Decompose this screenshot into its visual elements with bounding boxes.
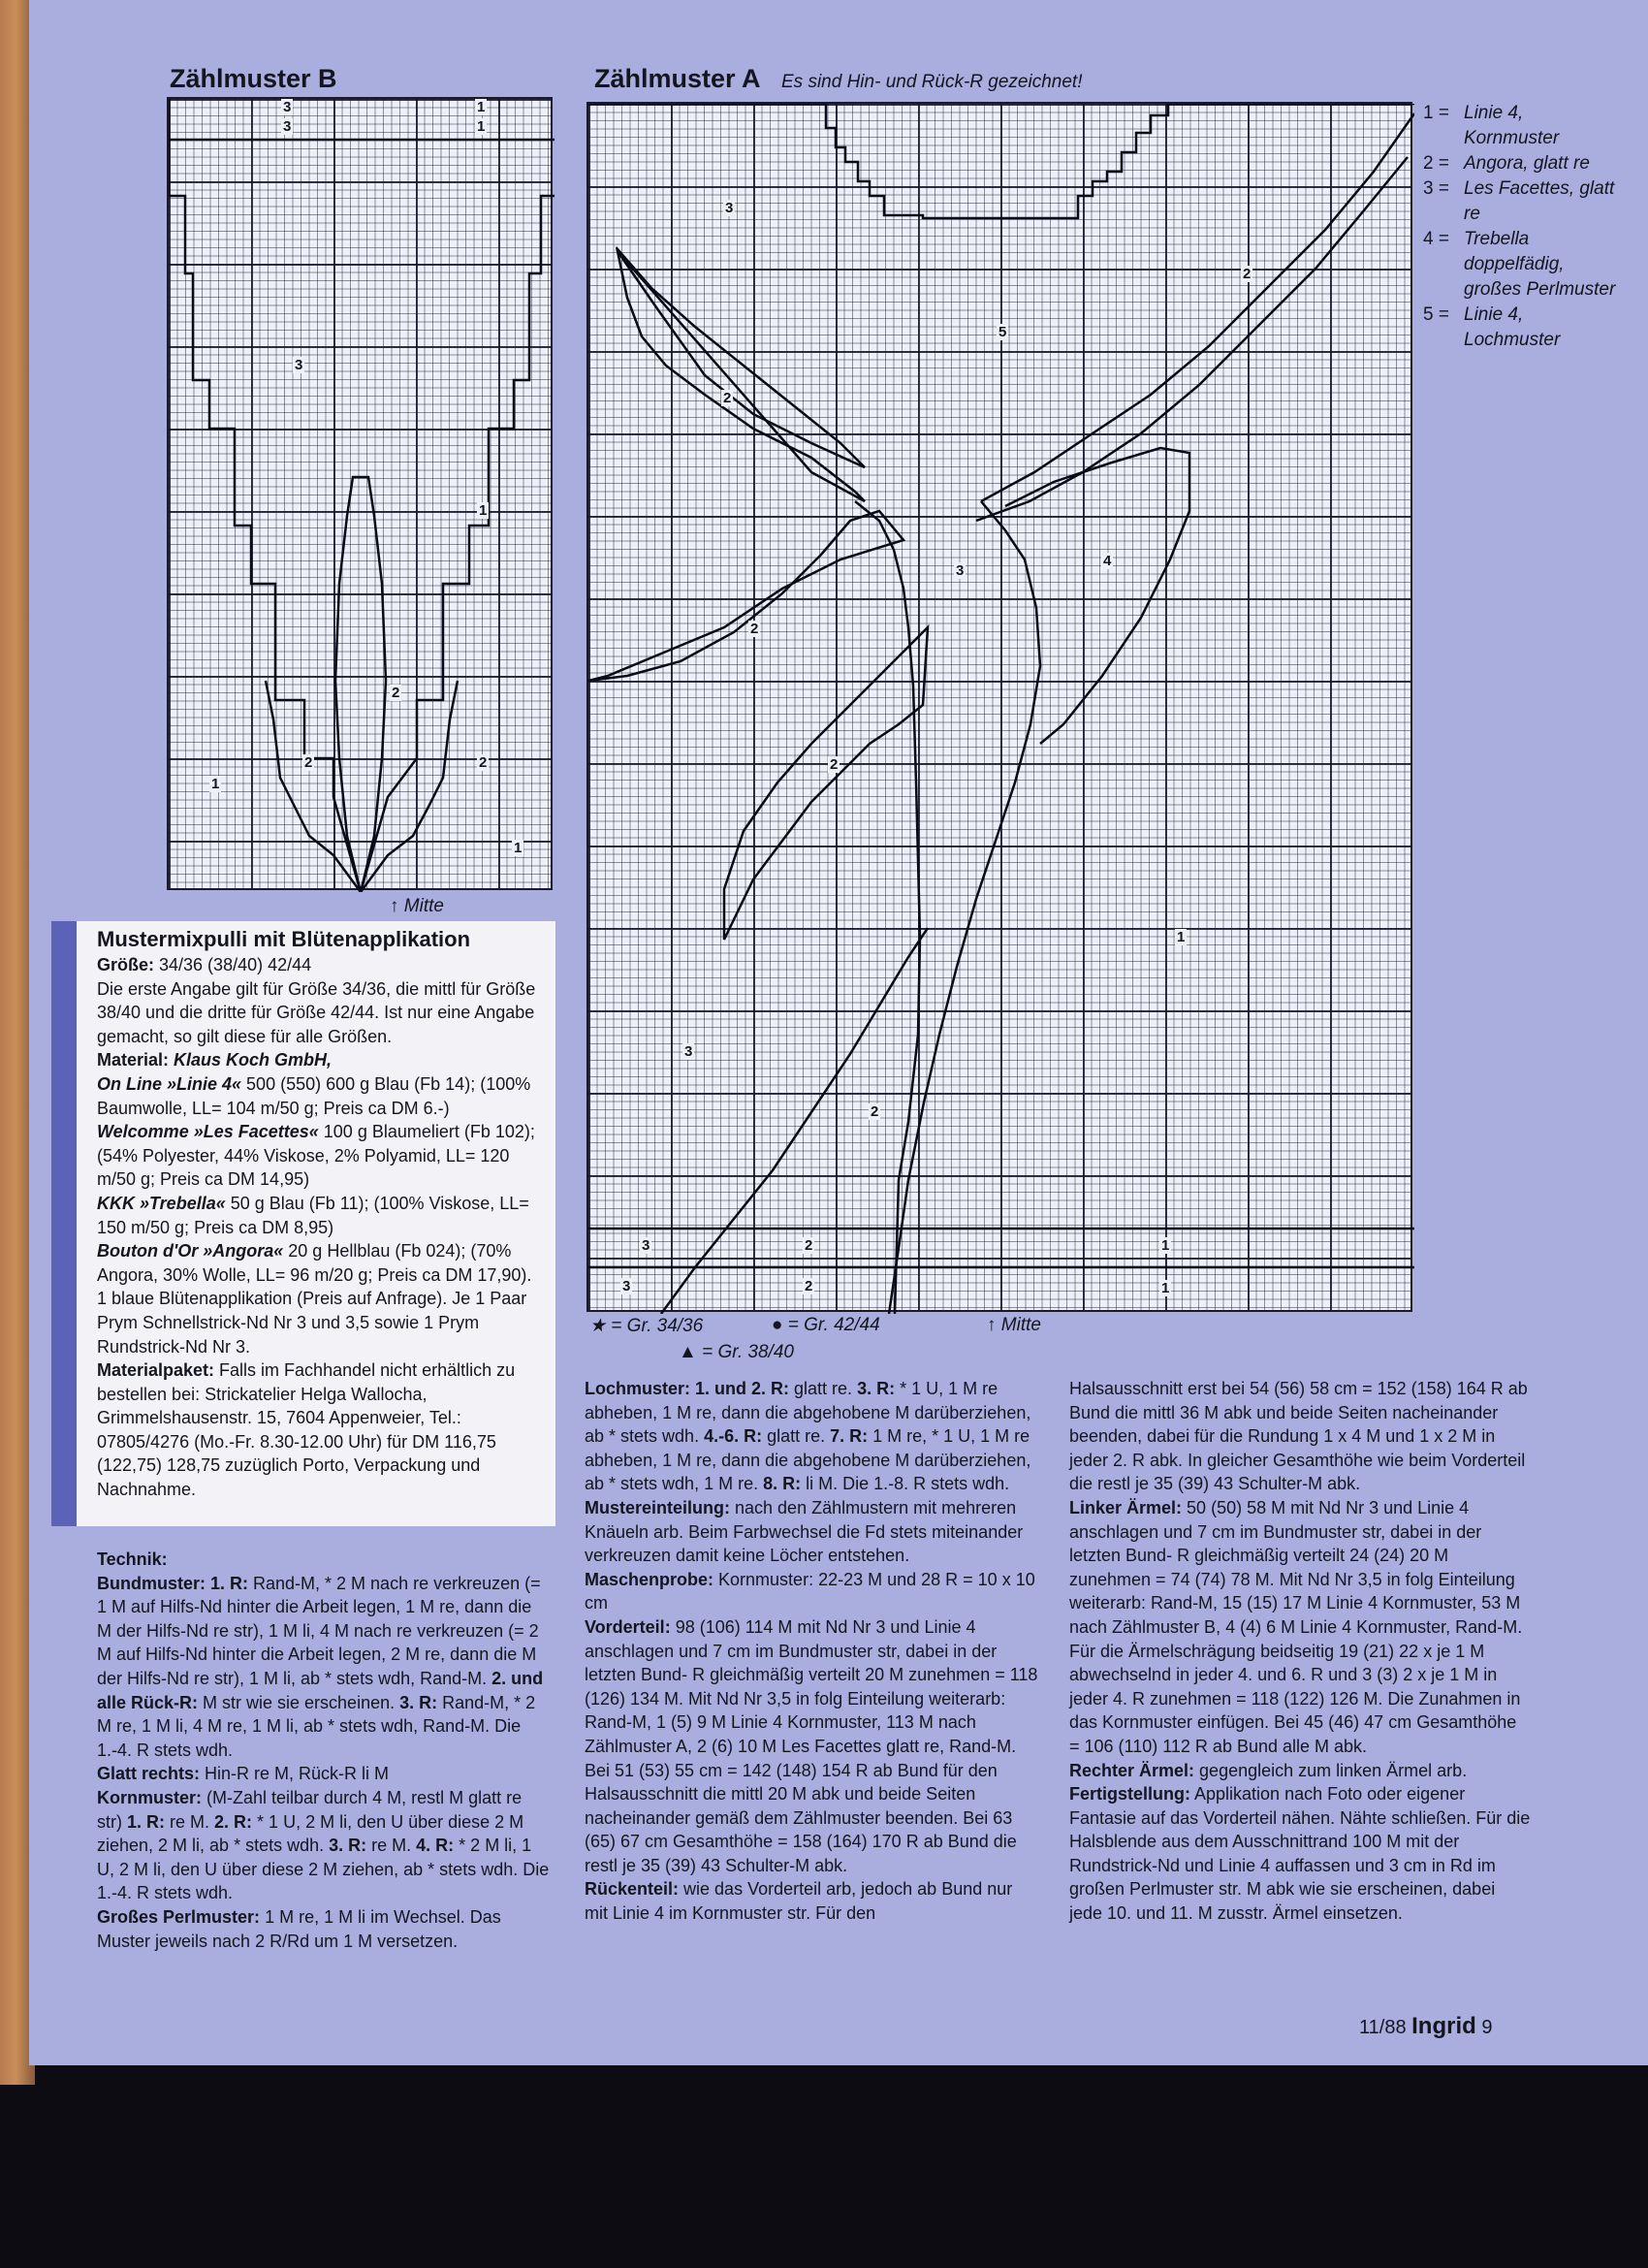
chart-a-zone-label: 1 — [1161, 1280, 1170, 1296]
size-text: 34/36 (38/40) 42/44 — [154, 955, 312, 974]
chart-b-zone-label: 1 — [211, 776, 220, 792]
extra-materials: 1 blaue Blütenapplikation (Preis auf Anfrage). Je 1 Paar Prym Schnellstrick-Nd Nr 3 und 3,5 sowie 1 Prym Rundstrick-Nd Nr 3. — [97, 1289, 527, 1357]
row-label: 7. R: — [825, 1426, 869, 1447]
chart-a-zone-label: 2 — [871, 1103, 879, 1120]
finishing-label: Fertigstellung: — [1069, 1784, 1190, 1805]
technique-heading: Technik: — [97, 1549, 168, 1569]
material-item — [97, 1120, 549, 1192]
chart-a-zone-label: 2 — [830, 756, 839, 773]
material-item-text: 500 (550) 600 g Blau (Fb 14); (100% Baumwolle, LL= 104 m/50 g; Preis ca DM 6.-) — [97, 1073, 531, 1118]
stockinette — [97, 1762, 551, 1786]
lace-text: glatt re. — [789, 1379, 853, 1398]
row-label: 1. R: — [122, 1811, 166, 1832]
size-key-star: ★ = Gr. 34/36 — [589, 1316, 704, 1336]
chart-b-outline — [169, 99, 555, 892]
material-item — [97, 1239, 549, 1287]
size-description: Die erste Angabe gilt für Größe 34/36, die mittl für Größe 38/40 und die dritte für Größe 42/44. Ist nur eine Angabe gemacht, so gilt diese für alle Größen. — [97, 978, 536, 1046]
legend-text: Les Facettes, glatt re — [1464, 178, 1615, 224]
row-3-label: 3. R: — [399, 1692, 438, 1712]
lace-text: glatt re. — [762, 1426, 826, 1447]
lace-text: * 1 U, 1 M re abheben, 1 M re, dann die abgehobene M darüberziehen, ab * stets wdh. — [585, 1379, 1031, 1447]
legend-key: 2 = — [1423, 153, 1449, 174]
chart-a-zone-label: 2 — [805, 1237, 813, 1254]
legend-item — [1423, 101, 1617, 151]
right-sleeve — [1069, 1759, 1531, 1783]
row-text: re M. — [366, 1836, 412, 1856]
row-text: re M. — [165, 1811, 210, 1832]
legend-key: 3 = — [1423, 178, 1449, 199]
row-label: 2. R: — [209, 1811, 253, 1832]
chart-b-zone-label: 3 — [295, 357, 303, 373]
chart-b-title: Zählmuster B — [170, 64, 337, 93]
chart-a-mitte-label: Mitte — [1000, 1315, 1041, 1335]
chart-b-zone-label: 1 — [477, 99, 486, 115]
material-item-label: On Line »Linie 4« — [97, 1073, 242, 1094]
chart-a-zone-label: 2 — [1243, 266, 1252, 282]
page-footer — [1359, 2013, 1492, 2040]
left-sleeve-label: Linker Ärmel: — [1069, 1497, 1183, 1517]
right-sleeve-text: gegengleich zum linken Ärmel arb. — [1194, 1760, 1468, 1780]
legend-key: 5 = — [1423, 304, 1449, 325]
chart-a-legend — [1423, 101, 1617, 353]
instructions-column-2 — [585, 1377, 1038, 1926]
gauge — [585, 1568, 1038, 1615]
chart-b-zone-label: 1 — [514, 840, 523, 856]
size-paragraph — [97, 953, 549, 977]
chart-a-zone-label: 1 — [1161, 1237, 1170, 1254]
material-item — [97, 1192, 549, 1239]
material-item-label: Bouton d'Or »Angora« — [97, 1241, 284, 1262]
material-package-label: Materialpaket: — [97, 1360, 215, 1381]
legend-text: Linie 4, Kornmuster — [1464, 103, 1560, 148]
legend-item — [1423, 151, 1617, 176]
stockinette-label: Glatt rechts: — [97, 1764, 201, 1784]
legend-item — [1423, 303, 1617, 353]
size-key-triangle: ▲ = Gr. 38/40 — [679, 1342, 794, 1362]
legend-key: 4 = — [1423, 229, 1449, 249]
chart-a-zone-label: 3 — [642, 1237, 650, 1254]
row-label: 3. R: — [324, 1836, 367, 1856]
up-arrow-icon: ↑ — [390, 896, 399, 916]
chart-a-grid — [586, 102, 1412, 1312]
legend-text: Trebella doppelfädig, großes Perlmuster — [1464, 229, 1616, 300]
legend-key: 1 = — [1423, 103, 1449, 123]
page-number: 9 — [1481, 2017, 1493, 2038]
material-paragraph — [97, 1048, 549, 1072]
chart-a-zone-label: 3 — [622, 1278, 631, 1294]
row-label: 4.-6. R: — [699, 1426, 763, 1447]
instructions-column-1 — [97, 1548, 551, 1953]
stockinette-text: Hin-R re M, Rück-R li M — [200, 1764, 390, 1784]
chart-b-zone-label: 2 — [479, 754, 488, 771]
rib-pattern — [97, 1572, 551, 1763]
row-3-text: Rand-M, * 2 M re, 1 M li, 4 M re, 1 M li, ab * stets wdh, Rand-M. Die 1.-4. R stets wdh. — [97, 1692, 536, 1760]
gauge-text: Kornmuster: 22-23 M und 28 R = 10 x 10 cm — [585, 1569, 1035, 1613]
material-package — [97, 1358, 549, 1502]
row-label: 8. R: — [758, 1474, 802, 1494]
chart-b-mitte-label: Mitte — [403, 896, 444, 916]
lace-text: li M. Die 1.-8. R stets wdh. — [801, 1474, 1010, 1494]
chart-b-zone-label: 1 — [477, 118, 486, 135]
material-item-text: 20 g Hellblau (Fb 024); (70% Angora, 30% Wolle, LL= 96 m/20 g; Preis ca DM 17,90). — [97, 1241, 532, 1285]
row-label: 3. R: — [852, 1379, 896, 1398]
issue-number: 11/88 — [1359, 2017, 1407, 2038]
materials-box-accent-bar — [51, 921, 77, 1526]
chart-b-zone-label: 3 — [283, 99, 292, 115]
legend-text: Linie 4, Lochmuster — [1464, 304, 1561, 350]
chart-a-center-marker — [987, 1315, 1041, 1336]
grain-pattern — [97, 1786, 551, 1905]
legend-item — [1423, 227, 1617, 303]
material-package-text: Falls im Fachhandel nicht erhältlich zu bestellen bei: Strickatelier Helga Wallocha, Grimmelshausenstr. 15, 7604 Appenweier, Tel.: 07805/4276 (Mo.-Fr. 8.30-12.00 Uhr) für DM 116,75 (122,75) 128,75 zuzüglich Porto, Verpackung und Nachnahme. — [97, 1360, 516, 1500]
legend-text: Angora, glatt re — [1464, 153, 1590, 174]
gauge-label: Maschenprobe: — [585, 1569, 714, 1589]
size-label: Größe: — [97, 955, 155, 974]
chart-a-outline — [588, 104, 1414, 1314]
lace-pattern-label: Lochmuster: 1. und 2. R: — [585, 1379, 790, 1398]
return-rows-label: 2. und alle Rück-R: — [97, 1668, 544, 1712]
material-label: Material: — [97, 1050, 170, 1070]
materials-box-text — [97, 926, 549, 1502]
pattern-layout — [585, 1496, 1038, 1568]
chart-a-zone-label: 2 — [723, 390, 732, 406]
material-item-text: 100 g Blaumeliert (Fb 102); (54% Polyester, 44% Viskose, 2% Polyamid, LL= 120 m/50 g; Preis ca DM 14,95) — [97, 1122, 535, 1190]
rib-pattern-label: Bundmuster: 1. R: — [97, 1573, 249, 1593]
front-piece-text: 98 (106) 114 M mit Nd Nr 3 und Linie 4 anschlagen und 7 cm im Bundmuster str, dabei in der letzten Bund- R gleichmäßig verteilt 20 M zunehmen = 118 (126) 134 M. Mit Nd Nr 3,5 in folg Einteilung weiterarb: Rand-M, 1 (5) 9 M Linie 4 Kornmuster, 113 M nach Zählmuster A, 2 (6) 10 M Les Facettes glatt re, Rand-M. Bei 51 (53) 55 cm = 142 (148) 154 R ab Bund für den Halsausschnitt die mittl 20 M abk und beide Seiten nacheinander gemäß dem Zählmuster beenden. Bei 63 (65) 67 cm Gesamthöhe = 158 (164) 170 R ab Bund die restl je 35 (39) 43 Schulter-M abk. — [585, 1616, 1038, 1875]
up-arrow-icon: ↑ — [987, 1315, 997, 1335]
lace-pattern — [585, 1377, 1038, 1496]
legend-item — [1423, 176, 1617, 227]
left-sleeve-text: 50 (50) 58 M mit Nd Nr 3 und Linie 4 anschlagen und 7 cm im Bundmuster str, dabei in der letzten Bund- R gleichmäßig verteilt 24 (24) 20 M zunehmen = 74 (74) 78 M. Mit Nd Nr 3,5 in folg Einteilung weiterarb: Rand-M, 15 (15) 17 M Linie 4 Kornmuster, 53 M nach Zählmuster B, 4 (4) 6 M Linie 4 Kornmuster, Rand-M. Für die Ärmelschrägung beidseitig 19 (21) 22 x je 1 M abwechselnd in jeder 4. und 6. R und 3 (3) 2 x je 1 M in jeder 4. R zunehmen = 118 (122) 126 M. Die Zunahmen in das Kornmuster einfügen. Bei 45 (46) 47 cm Gesamthöhe = 106 (110) 112 R ab Bund alle M abk. — [1069, 1497, 1523, 1756]
chart-a-note: Es sind Hin- und Rück-R gezeichnet! — [781, 72, 1083, 92]
grain-pattern-text: (M-Zahl teilbar durch 4 M, restl M glatt re str) — [97, 1787, 523, 1832]
return-rows-text: M str wie sie erscheinen. — [198, 1692, 396, 1712]
chart-a-zone-label: 2 — [750, 621, 759, 637]
front-piece — [585, 1615, 1038, 1878]
back-piece-label: Rückenteil: — [585, 1879, 680, 1900]
left-sleeve — [1069, 1496, 1531, 1759]
chart-a-zone-label: 1 — [1177, 929, 1186, 945]
material-item — [97, 1072, 549, 1120]
moss-pattern-label: Großes Perlmuster: — [97, 1906, 261, 1927]
chart-b-center-marker — [390, 896, 444, 917]
chart-a-zone-label: 3 — [725, 200, 734, 216]
rib-pattern-text: Rand-M, * 2 M nach re verkreuzen (= 1 M auf Hilfs-Nd hinter die Arbeit legen, 1 M re, dann die M der Hilfs-Nd re str), 1 M li, 4 M nach re verkreuzen (= 2 M auf Hilfs-Nd hinter die Arbeit legen, 2 M re, dann die M der Hilfs-Nd re str), 1 M li, ab * stets wdh, Rand-M. — [97, 1573, 541, 1688]
grain-pattern-label: Kornmuster: — [97, 1787, 203, 1807]
row-text: * 1 U, 2 M li, den U über diese 2 M ziehen, 2 M li, ab * stets wdh. — [97, 1811, 524, 1856]
moss-pattern — [97, 1905, 551, 1953]
chart-b-zone-label: 3 — [283, 118, 292, 135]
chart-a-zone-label: 5 — [998, 324, 1007, 340]
chart-a-zone-label: 3 — [956, 562, 965, 579]
chart-a-title: Zählmuster A — [594, 64, 761, 93]
front-piece-label: Vorderteil: — [585, 1616, 671, 1637]
material-item-label: KKK »Trebella« — [97, 1193, 226, 1213]
pattern-title: Mustermixpulli mit Blütenapplikation — [97, 927, 471, 951]
neckline-text: Halsausschnitt erst bei 54 (56) 58 cm = 152 (158) 164 R ab Bund die mittl 36 M abk und beide Seiten nacheinander beenden, dabei für die Rundung 1 x 4 M und 1 x 2 M in jeder 2. R abk. In gleicher Gesamthöhe wie beim Vorderteil die restl je 35 (39) 43 Schulter-M abk. — [1069, 1379, 1528, 1494]
chart-b-zone-label: 2 — [304, 754, 313, 771]
right-sleeve-label: Rechter Ärmel: — [1069, 1760, 1195, 1780]
chart-a-zone-label: 4 — [1103, 553, 1112, 569]
row-label: 4. R: — [411, 1836, 455, 1856]
pattern-layout-text: nach den Zählmustern mit mehreren Knäueln arb. Beim Farbwechsel die Fd stets miteinander verkreuzen damit keine Löcher entstehen. — [585, 1497, 1024, 1566]
finishing — [1069, 1782, 1531, 1926]
size-key-dot: ● = Gr. 42/44 — [772, 1315, 880, 1335]
chart-a-zone-label: 3 — [684, 1043, 693, 1060]
moss-pattern-text: 1 M re, 1 M li im Wechsel. Das Muster jeweils nach 2 R/Rd um 1 M versetzen. — [97, 1906, 501, 1951]
magazine-brand: Ingrid — [1411, 2013, 1476, 2039]
back-piece — [585, 1877, 1038, 1925]
chart-b-grid — [167, 97, 553, 890]
chart-a-zone-label: 2 — [805, 1278, 813, 1294]
material-item-label: Welcomme »Les Facettes« — [97, 1122, 319, 1142]
instructions-column-3 — [1069, 1377, 1531, 1926]
chart-b-zone-label: 1 — [479, 502, 488, 519]
material-item-text: 50 g Blau (Fb 11); (100% Viskose, LL= 150 m/50 g; Preis ca DM 8,95) — [97, 1193, 529, 1237]
lace-text: 1 M re, * 1 U, 1 M re abheben, 1 M re, dann die abgehobene M darüberziehen, ab * stets wdh, 1 M re. — [585, 1426, 1031, 1494]
chart-b-zone-label: 2 — [392, 685, 400, 701]
pattern-layout-label: Mustereinteilung: — [585, 1497, 731, 1517]
material-brand: Klaus Koch GmbH, — [169, 1050, 333, 1070]
finishing-text: Applikation nach Foto oder eigener Fantasie auf das Vorderteil nähen. Nähte schließen. Für die Halsblende aus dem Ausschnittrand 100 M mit der Rundstrick-Nd und Linie 4 auffassen und 3 cm in Rd im großen Perlmuster str. M abk wie sie erscheinen, dabei jede 10. und 11. M zusstr. Ärmel einsetzen. — [1069, 1784, 1531, 1924]
back-piece-text: wie das Vorderteil arb, jedoch ab Bund nur mit Linie 4 im Kornmuster str. Für den — [585, 1879, 1013, 1924]
row-text: * 2 M li, 1 U, 2 M li, den U über diese 2 M ziehen, ab * stets wdh. Die 1.-4. R stets wdh. — [97, 1836, 550, 1903]
